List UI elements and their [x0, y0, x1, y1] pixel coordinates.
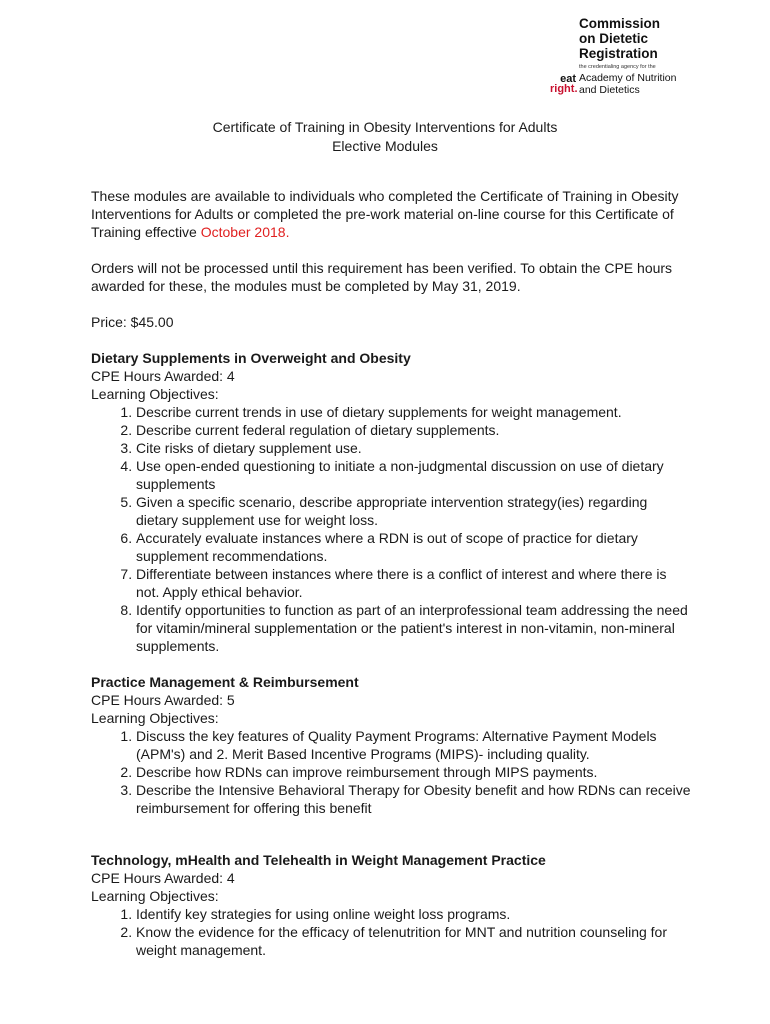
- objectives-label: Learning Objectives:: [91, 386, 219, 402]
- eatright-logo: eat right.: [550, 73, 578, 95]
- cpe-hours: CPE Hours Awarded: 4: [91, 870, 235, 886]
- module-section: [91, 349, 691, 655]
- cdr-name: Commission on Dietetic Registration: [579, 16, 661, 61]
- objective-item: 1. Identify key strategies for using online weight loss programs.: [136, 905, 691, 923]
- objective-item: 2. Describe how RDNs can improve reimbursement through MIPS payments.: [136, 763, 691, 781]
- document-body: [91, 187, 691, 977]
- intro-paragraph: These modules are available to individuals who completed the Certificate of Training in Obesity Interventions for Adults or completed the pre-work material on-line course for this Certificate of Training effective October 2018.: [91, 188, 679, 240]
- cpe-hours: CPE Hours Awarded: 5: [91, 692, 235, 708]
- module-section: [91, 673, 691, 817]
- objective-item: 6. Accurately evaluate instances where a RDN is out of scope of practice for dietary supplement recommendations.: [136, 529, 691, 565]
- cdr-logo: [544, 16, 694, 100]
- academy-name: Academy of Nutrition and Dietetics: [579, 72, 677, 96]
- objectives-list: [91, 727, 691, 817]
- objective-item: 5. Given a specific scenario, describe appropriate intervention strategy(ies) regarding dietary supplement use for weight loss.: [136, 493, 691, 529]
- objective-item: 3. Describe the Intensive Behavioral Therapy for Obesity benefit and how RDNs can receive reimbursement for offering this benefit: [136, 781, 691, 817]
- objectives-list: [91, 905, 691, 959]
- module-title: Dietary Supplements in Overweight and Obesity: [91, 350, 411, 366]
- logo-tagline: the credentialing agency for the: [579, 64, 656, 70]
- objective-item: 8. Identify opportunities to function as part of an interprofessional team addressing the need for vitamin/mineral supplementation or the patient's interest in non-vitamin, non-mineral supplements.: [136, 601, 691, 655]
- objectives-label: Learning Objectives:: [91, 888, 219, 904]
- objective-item: 7. Differentiate between instances where there is a conflict of interest and where there is not. Apply ethical behavior.: [136, 565, 691, 601]
- cpe-hours: CPE Hours Awarded: 4: [91, 368, 235, 384]
- objective-item: 1. Describe current trends in use of dietary supplements for weight management.: [136, 403, 691, 421]
- module-title: Practice Management & Reimbursement: [91, 674, 359, 690]
- price: Price: $45.00: [91, 314, 174, 330]
- objective-item: 1. Discuss the key features of Quality Payment Programs: Alternative Payment Models (APM's) and 2. Merit Based Incentive Programs (MIPS)- including quality.: [136, 727, 691, 763]
- objective-item: 2. Know the evidence for the efficacy of telenutrition for MNT and nutrition counseling for weight management.: [136, 923, 691, 959]
- objective-item: 2. Describe current federal regulation of dietary supplements.: [136, 421, 691, 439]
- objective-item: 3. Cite risks of dietary supplement use.: [136, 439, 691, 457]
- objectives-label: Learning Objectives:: [91, 710, 219, 726]
- effective-date: October 2018.: [200, 224, 290, 240]
- title-line-2: Elective Modules: [332, 138, 438, 154]
- module-section: [91, 851, 691, 959]
- title-line-1: Certificate of Training in Obesity Interventions for Adults: [212, 119, 558, 135]
- module-title: Technology, mHealth and Telehealth in Weight Management Practice: [91, 852, 546, 868]
- orders-paragraph: Orders will not be processed until this requirement has been verified. To obtain the CPE hours awarded for these, the modules must be completed by May 31, 2019.: [91, 260, 673, 294]
- objective-item: 4. Use open-ended questioning to initiate a non-judgmental discussion on use of dietary supplements: [136, 457, 691, 493]
- objectives-list: [91, 403, 691, 655]
- document-title: [0, 118, 770, 156]
